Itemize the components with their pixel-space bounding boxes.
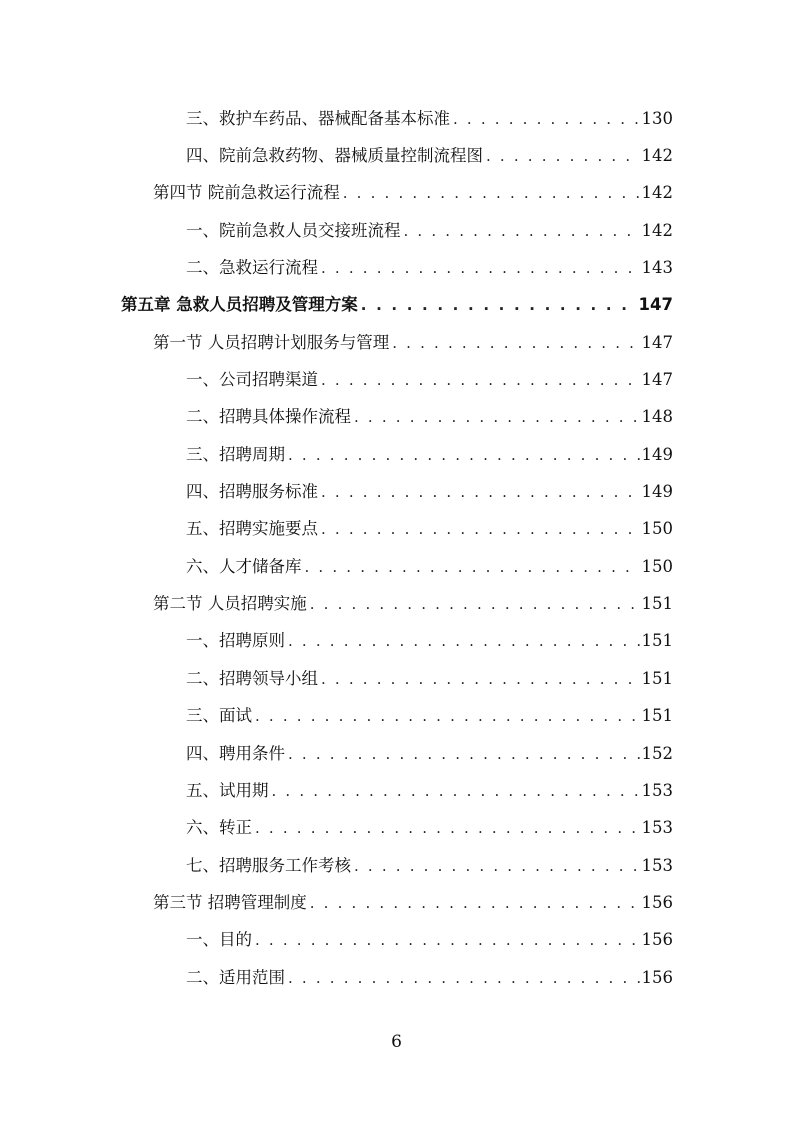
toc-entry-item[interactable] xyxy=(0,660,793,697)
dot-leader xyxy=(288,968,640,988)
toc-entry-title: 七、招聘服务工作考核 xyxy=(186,855,351,875)
toc-entry-title: 二、招聘领导小组 xyxy=(186,668,318,688)
toc-entry-chapter[interactable] xyxy=(0,287,793,324)
dot-leader xyxy=(321,258,640,278)
toc-entry-page-number: 153 xyxy=(641,855,673,875)
toc-entry-page-number: 150 xyxy=(641,519,673,539)
toc-entry-section[interactable] xyxy=(0,175,793,212)
toc-entry-title: 三、救护车药品、器械配备基本标准 xyxy=(186,108,450,128)
dot-leader xyxy=(255,706,640,726)
toc-entry-page-number: 153 xyxy=(641,818,673,838)
toc-entry-title: 六、转正 xyxy=(186,818,252,838)
dot-leader xyxy=(321,370,640,390)
toc-entry-title: 二、适用范围 xyxy=(186,967,285,987)
toc-entry-page-number: 142 xyxy=(641,220,673,240)
toc-entry-item[interactable] xyxy=(0,698,793,735)
toc-entry-title: 第四节 院前急救运行流程 xyxy=(153,183,340,203)
toc-entry-page-number: 156 xyxy=(641,892,673,912)
toc-entry-page-number: 153 xyxy=(641,780,673,800)
dot-leader xyxy=(255,930,640,950)
toc-entry-page-number: 151 xyxy=(641,668,673,688)
dot-leader xyxy=(272,781,640,801)
toc-entry-page-number: 147 xyxy=(641,332,673,352)
dot-leader xyxy=(361,295,637,315)
toc-entry-item[interactable] xyxy=(0,399,793,436)
toc-entry-page-number: 147 xyxy=(641,370,673,390)
dot-leader xyxy=(453,109,640,129)
toc-entry-page-number: 150 xyxy=(641,556,673,576)
dot-leader xyxy=(288,744,640,764)
toc-entry-page-number: 142 xyxy=(641,146,673,166)
toc-entry-item[interactable] xyxy=(0,361,793,398)
toc-entry-page-number: 149 xyxy=(641,444,673,464)
toc-entry-section[interactable] xyxy=(0,884,793,921)
toc-entry-title: 四、聘用条件 xyxy=(186,743,285,763)
toc-entry-title: 六、人才储备库 xyxy=(186,556,302,576)
dot-leader xyxy=(321,669,640,689)
toc-entry-title: 一、公司招聘渠道 xyxy=(186,370,318,390)
toc-entry-title: 五、试用期 xyxy=(186,780,269,800)
page-number: 6 xyxy=(391,1032,402,1052)
toc-entry-page-number: 147 xyxy=(638,295,673,315)
toc-entry-page-number: 151 xyxy=(641,706,673,726)
toc-entry-page-number: 130 xyxy=(641,108,673,128)
toc-entry-item[interactable] xyxy=(0,548,793,585)
dot-leader xyxy=(486,146,640,166)
toc-entry-page-number: 149 xyxy=(641,482,673,502)
dot-leader xyxy=(310,594,640,614)
toc-entry-item[interactable] xyxy=(0,772,793,809)
toc-entry-title: 四、招聘服务标准 xyxy=(186,482,318,502)
dot-leader xyxy=(255,818,640,838)
toc-entry-item[interactable] xyxy=(0,623,793,660)
toc-entry-title: 第一节 人员招聘计划服务与管理 xyxy=(153,332,390,352)
toc-entry-title: 五、招聘实施要点 xyxy=(186,519,318,539)
toc-entry-page-number: 156 xyxy=(641,967,673,987)
dot-leader xyxy=(288,445,640,465)
dot-leader xyxy=(354,856,640,876)
toc-entry-item[interactable] xyxy=(0,473,793,510)
toc-entry-item[interactable] xyxy=(0,436,793,473)
toc-entry-page-number: 148 xyxy=(641,407,673,427)
toc-entry-item[interactable] xyxy=(0,810,793,847)
toc-entry-title: 一、院前急救人员交接班流程 xyxy=(186,220,401,240)
toc-entry-title: 三、面试 xyxy=(186,706,252,726)
dot-leader xyxy=(392,333,639,353)
dot-leader xyxy=(305,557,640,577)
toc-entry-item[interactable] xyxy=(0,137,793,174)
dot-leader xyxy=(404,221,640,241)
toc-entry-page-number: 151 xyxy=(641,631,673,651)
toc-entry-section[interactable] xyxy=(0,324,793,361)
toc-entry-item[interactable] xyxy=(0,212,793,249)
toc-entry-item[interactable] xyxy=(0,511,793,548)
toc-entry-item[interactable] xyxy=(0,735,793,772)
toc-entry-title: 二、招聘具体操作流程 xyxy=(186,407,351,427)
toc-entry-item[interactable] xyxy=(0,847,793,884)
toc-entry-page-number: 142 xyxy=(641,183,673,203)
dot-leader xyxy=(321,519,640,539)
toc-entry-item[interactable] xyxy=(0,959,793,996)
table-of-contents xyxy=(0,100,793,996)
toc-entry-title: 第二节 人员招聘实施 xyxy=(153,594,307,614)
dot-leader xyxy=(343,183,640,203)
toc-entry-page-number: 156 xyxy=(641,930,673,950)
toc-entry-title: 四、院前急救药物、器械质量控制流程图 xyxy=(186,146,483,166)
toc-entry-page-number: 143 xyxy=(641,258,673,278)
dot-leader xyxy=(354,407,640,427)
toc-entry-section[interactable] xyxy=(0,585,793,622)
toc-entry-title: 第五章 急救人员招聘及管理方案 xyxy=(121,295,358,315)
toc-entry-title: 三、招聘周期 xyxy=(186,444,285,464)
toc-entry-item[interactable] xyxy=(0,100,793,137)
dot-leader xyxy=(310,893,640,913)
toc-entry-page-number: 152 xyxy=(641,743,673,763)
toc-entry-title: 一、目的 xyxy=(186,930,252,950)
toc-entry-title: 二、急救运行流程 xyxy=(186,258,318,278)
toc-entry-title: 第三节 招聘管理制度 xyxy=(153,892,307,912)
dot-leader xyxy=(321,482,640,502)
dot-leader xyxy=(288,631,640,651)
toc-entry-item[interactable] xyxy=(0,922,793,959)
toc-entry-page-number: 151 xyxy=(641,594,673,614)
toc-entry-item[interactable] xyxy=(0,249,793,286)
toc-entry-title: 一、招聘原则 xyxy=(186,631,285,651)
